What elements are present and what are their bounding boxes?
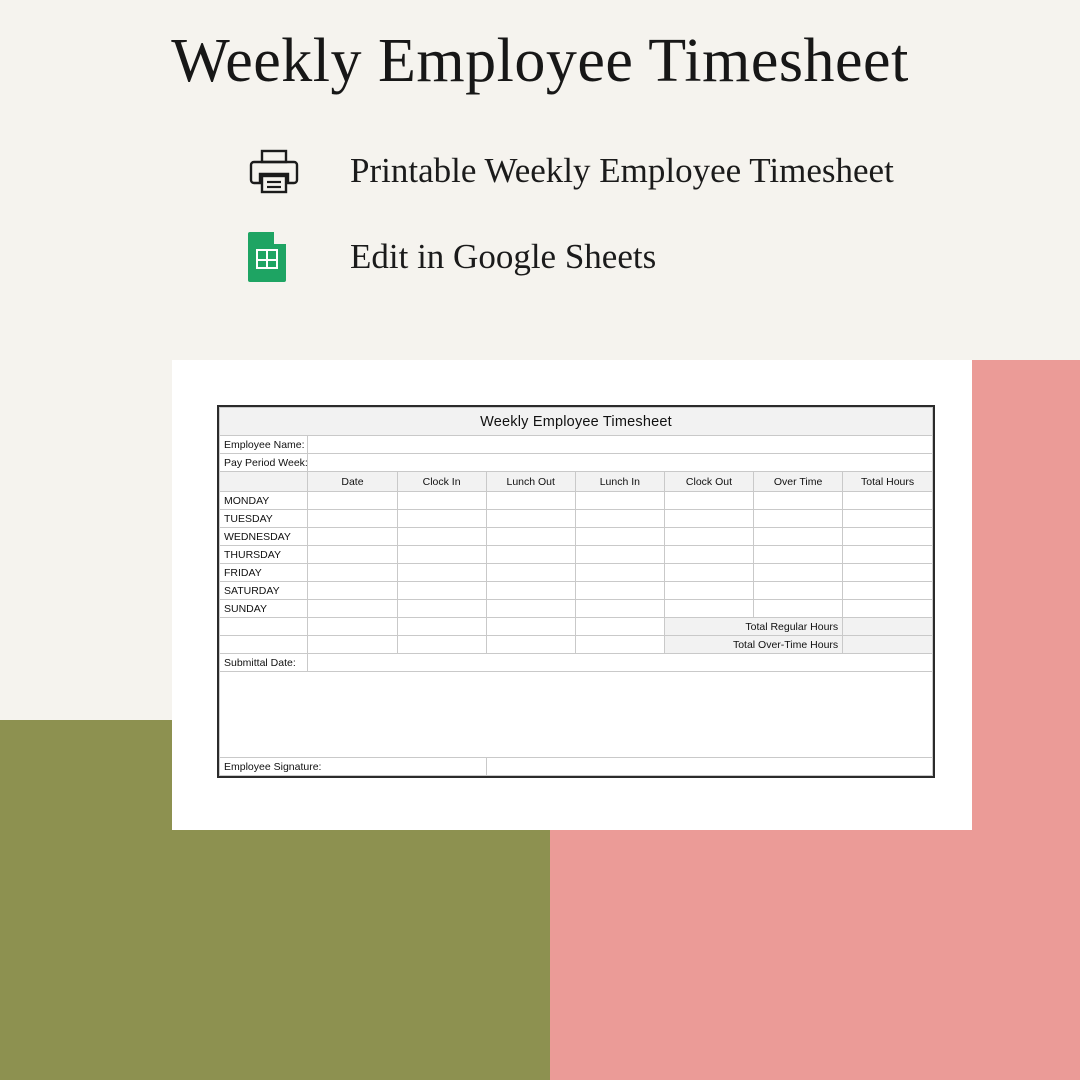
cell-thursday-lunch-out[interactable] <box>486 546 575 564</box>
table-row <box>220 492 933 510</box>
day-label-wednesday: WEDNESDAY <box>220 528 308 546</box>
cell-wednesday-lunch-out[interactable] <box>486 528 575 546</box>
spacer-cell <box>308 618 397 636</box>
cell-tuesday-lunch-in[interactable] <box>575 510 664 528</box>
cell-sunday-clock-out[interactable] <box>664 600 753 618</box>
total-overtime-hours-value[interactable] <box>843 636 933 654</box>
spacer-cell <box>486 618 575 636</box>
spacer-cell <box>220 636 308 654</box>
day-label-saturday: SATURDAY <box>220 582 308 600</box>
cell-thursday-clock-out[interactable] <box>664 546 753 564</box>
feature-label-google-sheets: Edit in Google Sheets <box>350 237 657 276</box>
cell-wednesday-clock-in[interactable] <box>397 528 486 546</box>
cell-monday-total-hours[interactable] <box>843 492 933 510</box>
feature-label-printable: Printable Weekly Employee Timesheet <box>350 151 894 190</box>
feature-item-printable <box>248 138 1078 204</box>
cell-wednesday-total-hours[interactable] <box>843 528 933 546</box>
cell-monday-lunch-in[interactable] <box>575 492 664 510</box>
total-regular-hours-value[interactable] <box>843 618 933 636</box>
cell-friday-clock-in[interactable] <box>397 564 486 582</box>
timesheet-table-container <box>217 405 935 778</box>
column-header-clock-in: Clock In <box>397 472 486 492</box>
spacer-cell <box>486 636 575 654</box>
timesheet-title: Weekly Employee Timesheet <box>220 408 933 436</box>
document-preview <box>172 360 972 830</box>
cell-sunday-clock-in[interactable] <box>397 600 486 618</box>
cell-friday-lunch-out[interactable] <box>486 564 575 582</box>
cell-thursday-clock-in[interactable] <box>397 546 486 564</box>
cell-tuesday-date[interactable] <box>308 510 397 528</box>
pay-period-label: Pay Period Week: <box>220 454 308 472</box>
day-label-monday: MONDAY <box>220 492 308 510</box>
table-row-pay-period <box>220 454 933 472</box>
spacer-cell <box>220 618 308 636</box>
cell-tuesday-clock-out[interactable] <box>664 510 753 528</box>
cell-monday-over-time[interactable] <box>754 492 843 510</box>
table-row <box>220 564 933 582</box>
cell-saturday-lunch-out[interactable] <box>486 582 575 600</box>
cell-sunday-lunch-out[interactable] <box>486 600 575 618</box>
table-row-signature-space <box>220 672 933 758</box>
spacer-cell <box>397 636 486 654</box>
employee-name-field[interactable] <box>308 436 933 454</box>
table-row <box>220 546 933 564</box>
cell-saturday-date[interactable] <box>308 582 397 600</box>
page-title: Weekly Employee Timesheet <box>171 27 909 95</box>
table-row <box>220 582 933 600</box>
cell-monday-lunch-out[interactable] <box>486 492 575 510</box>
cell-friday-over-time[interactable] <box>754 564 843 582</box>
spacer-cell <box>308 636 397 654</box>
cell-sunday-total-hours[interactable] <box>843 600 933 618</box>
signature-drawing-area[interactable] <box>220 672 933 758</box>
column-header-over-time: Over Time <box>754 472 843 492</box>
cell-sunday-lunch-in[interactable] <box>575 600 664 618</box>
cell-wednesday-over-time[interactable] <box>754 528 843 546</box>
submittal-date-field[interactable] <box>308 654 933 672</box>
cell-monday-clock-in[interactable] <box>397 492 486 510</box>
table-row-employee-name <box>220 436 933 454</box>
cell-saturday-over-time[interactable] <box>754 582 843 600</box>
employee-signature-field[interactable] <box>486 758 932 776</box>
printer-icon <box>248 147 314 195</box>
cell-wednesday-lunch-in[interactable] <box>575 528 664 546</box>
day-label-sunday: SUNDAY <box>220 600 308 618</box>
cell-thursday-total-hours[interactable] <box>843 546 933 564</box>
pay-period-field[interactable] <box>308 454 933 472</box>
cell-friday-clock-out[interactable] <box>664 564 753 582</box>
feature-item-google-sheets <box>248 224 1078 290</box>
cell-monday-date[interactable] <box>308 492 397 510</box>
column-header-total-hours: Total Hours <box>843 472 933 492</box>
table-header-row <box>220 472 933 492</box>
cell-friday-date[interactable] <box>308 564 397 582</box>
table-row <box>220 600 933 618</box>
column-header-blank <box>220 472 308 492</box>
cell-wednesday-clock-out[interactable] <box>664 528 753 546</box>
cell-monday-clock-out[interactable] <box>664 492 753 510</box>
cell-tuesday-lunch-out[interactable] <box>486 510 575 528</box>
table-row-submittal-date <box>220 654 933 672</box>
table-row-total-overtime <box>220 636 933 654</box>
spacer-cell <box>575 636 664 654</box>
cell-friday-lunch-in[interactable] <box>575 564 664 582</box>
column-header-lunch-out: Lunch Out <box>486 472 575 492</box>
cell-sunday-date[interactable] <box>308 600 397 618</box>
day-label-friday: FRIDAY <box>220 564 308 582</box>
table-row <box>220 510 933 528</box>
cell-saturday-clock-out[interactable] <box>664 582 753 600</box>
column-header-clock-out: Clock Out <box>664 472 753 492</box>
spacer-cell <box>575 618 664 636</box>
cell-saturday-clock-in[interactable] <box>397 582 486 600</box>
day-label-tuesday: TUESDAY <box>220 510 308 528</box>
cell-wednesday-date[interactable] <box>308 528 397 546</box>
cell-friday-total-hours[interactable] <box>843 564 933 582</box>
day-label-thursday: THURSDAY <box>220 546 308 564</box>
cell-thursday-lunch-in[interactable] <box>575 546 664 564</box>
cell-sunday-over-time[interactable] <box>754 600 843 618</box>
google-sheets-icon <box>248 232 314 282</box>
table-row <box>220 528 933 546</box>
cell-tuesday-clock-in[interactable] <box>397 510 486 528</box>
feature-list <box>248 138 1078 310</box>
employee-signature-label: Employee Signature: <box>220 758 487 776</box>
cell-saturday-total-hours[interactable] <box>843 582 933 600</box>
cell-tuesday-total-hours[interactable] <box>843 510 933 528</box>
table-row-total-regular <box>220 618 933 636</box>
submittal-date-label: Submittal Date: <box>220 654 308 672</box>
table-row-employee-signature <box>220 758 933 776</box>
total-regular-hours-label: Total Regular Hours <box>664 618 842 636</box>
cell-tuesday-over-time[interactable] <box>754 510 843 528</box>
employee-name-label: Employee Name: <box>220 436 308 454</box>
table-row-title <box>220 408 933 436</box>
total-overtime-hours-label: Total Over-Time Hours <box>664 636 842 654</box>
timesheet-table <box>219 407 933 776</box>
cell-thursday-date[interactable] <box>308 546 397 564</box>
spacer-cell <box>397 618 486 636</box>
cell-thursday-over-time[interactable] <box>754 546 843 564</box>
column-header-lunch-in: Lunch In <box>575 472 664 492</box>
column-header-date: Date <box>308 472 397 492</box>
cell-saturday-lunch-in[interactable] <box>575 582 664 600</box>
